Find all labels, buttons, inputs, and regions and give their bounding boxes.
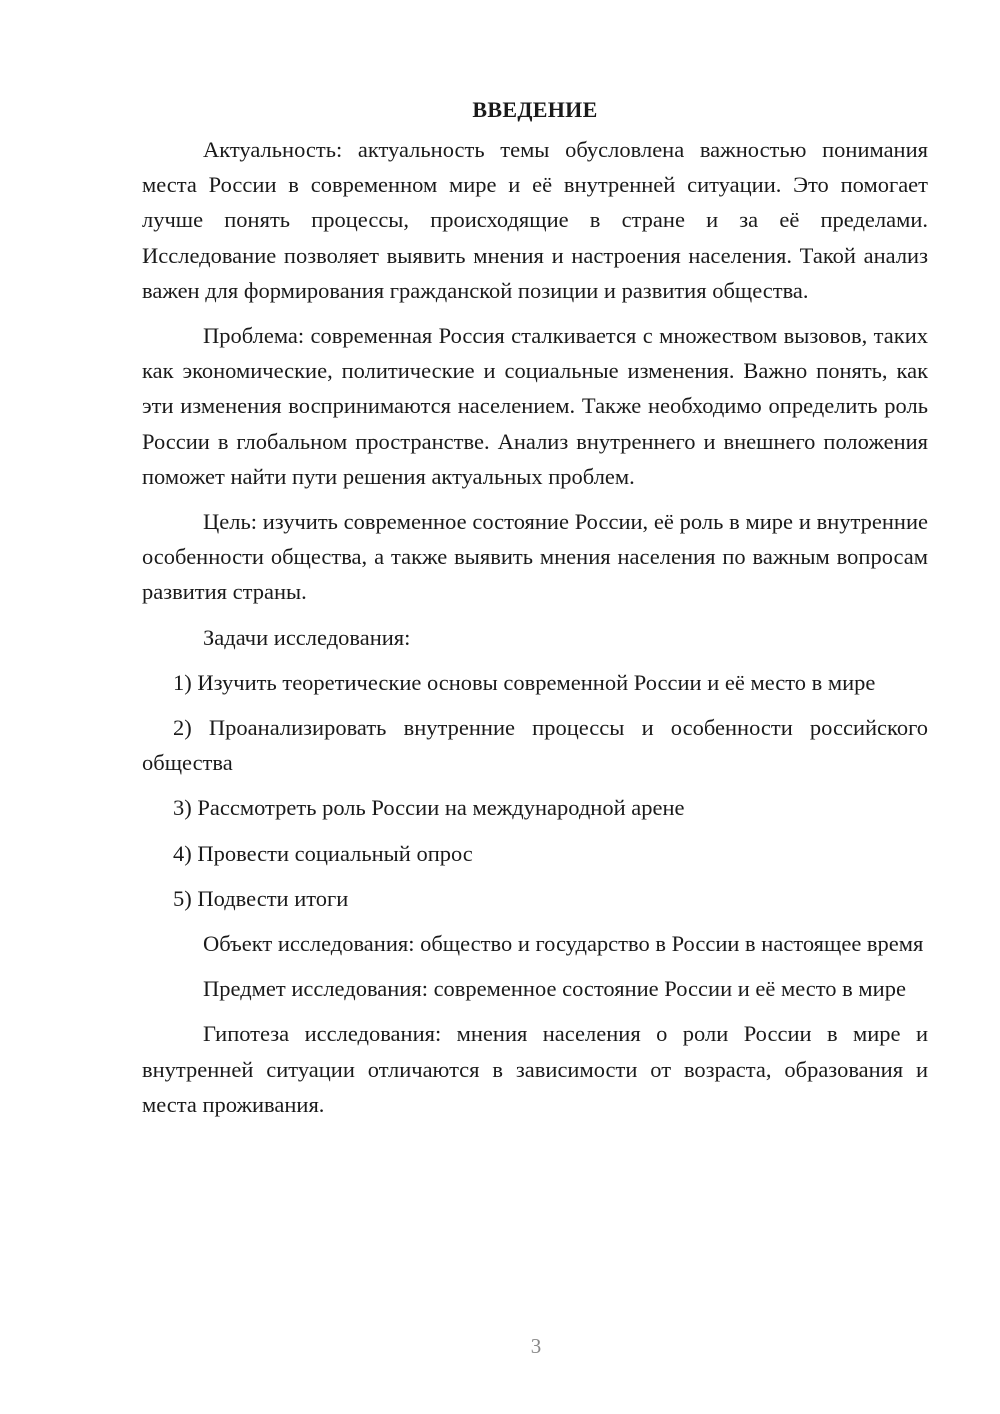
task-item-5: 5) Подвести итоги <box>173 885 349 911</box>
paragraph-tasks-heading: Задачи исследования: <box>203 624 411 650</box>
task-item-3: 3) Рассмотреть роль России на международной арене <box>173 795 685 821</box>
task-item-4: 4) Провести социальный опрос <box>173 840 473 866</box>
paragraph-object: Объект исследования: общество и государство в России в настоящее время <box>203 931 924 957</box>
paragraph-relevance: Актуальность: актуальность темы обусловлена важностью понимания места России в современном мире и её внутренней ситуации. Это помогает лучше понять процессы, происходящие в стране и за её пределами. Исследование позволяет выявить мнения и настроения населения. Такой анализ важен для формирования гражданской позиции и развития общества. <box>142 137 928 303</box>
task-item-1: 1) Изучить теоретические основы современной России и её место в мире <box>173 669 876 695</box>
section-title: ВВЕДЕНИЕ <box>472 97 598 122</box>
paragraph-hypothesis: Гипотеза исследования: мнения населения о роли России в мире и внутренней ситуации отличаются в зависимости от возраста, образования и места проживания. <box>142 1021 928 1117</box>
task-item-2: 2) Проанализировать внутренние процессы и особенности российского общества <box>142 715 928 776</box>
page-number: 3 <box>530 1334 542 1358</box>
paragraph-problem: Проблема: современная Россия сталкивается с множеством вызовов, таких как экономические, политические и социальные изменения. Важно понять, как эти изменения воспринимаются населением. Также необходимо определить роль России в глобальном пространстве. Анализ внутреннего и внешнего положения поможет найти пути решения актуальных проблем. <box>142 323 928 489</box>
paragraph-goal: Цель: изучить современное состояние России, её роль в мире и внутренние особенности общества, а также выявить мнения населения по важным вопросам развития страны. <box>142 509 928 605</box>
document-page <box>142 92 928 1132</box>
paragraph-subject: Предмет исследования: современное состояние России и её место в мире <box>203 976 906 1002</box>
